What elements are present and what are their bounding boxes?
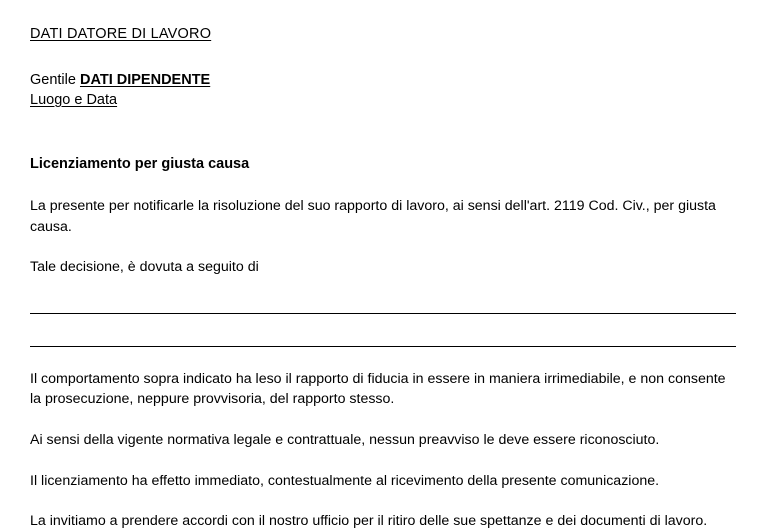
- paragraph-3: Il comportamento sopra indicato ha leso il rapporto di fiducia in essere in maniera irrimediabile, e non consente la prosecuzione, neppure provvisoria, del rapporto stesso.: [30, 370, 726, 408]
- blank-line-2[interactable]: [30, 329, 736, 347]
- place-and-date: Luogo e Data: [30, 92, 118, 108]
- blank-line-1[interactable]: [30, 296, 736, 314]
- employee-name: DATI DIPENDENTE: [79, 72, 211, 88]
- paragraph-2: Tale decisione, è dovuta a seguito di: [30, 259, 259, 276]
- paragraph-5: Il licenziamento ha effetto immediato, contestualmente al ricevimento della presente comunicazione.: [30, 472, 660, 489]
- fill-in-blank-lines: [30, 296, 736, 347]
- paragraph-4: Ai sensi della vigente normativa legale e contrattuale, nessun preavviso le deve essere riconosciuto.: [30, 431, 660, 448]
- greeting-prefix: Gentile: [30, 72, 80, 88]
- paragraph-1: La presente per notificarle la risoluzione del suo rapporto di lavoro, ai sensi dell'art. 2119 Cod. Civ., per giusta causa.: [30, 198, 716, 235]
- document-body: [30, 26, 736, 532]
- document-subject: Licenziamento per giusta causa: [30, 156, 250, 172]
- employer-header: DATI DATORE DI LAVORO: [30, 26, 212, 42]
- paragraph-6: La invitiamo a prendere accordi con il nostro ufficio per il ritiro delle sue spettanze e dei documenti di lavoro.: [30, 513, 708, 530]
- greeting-line: [30, 72, 736, 88]
